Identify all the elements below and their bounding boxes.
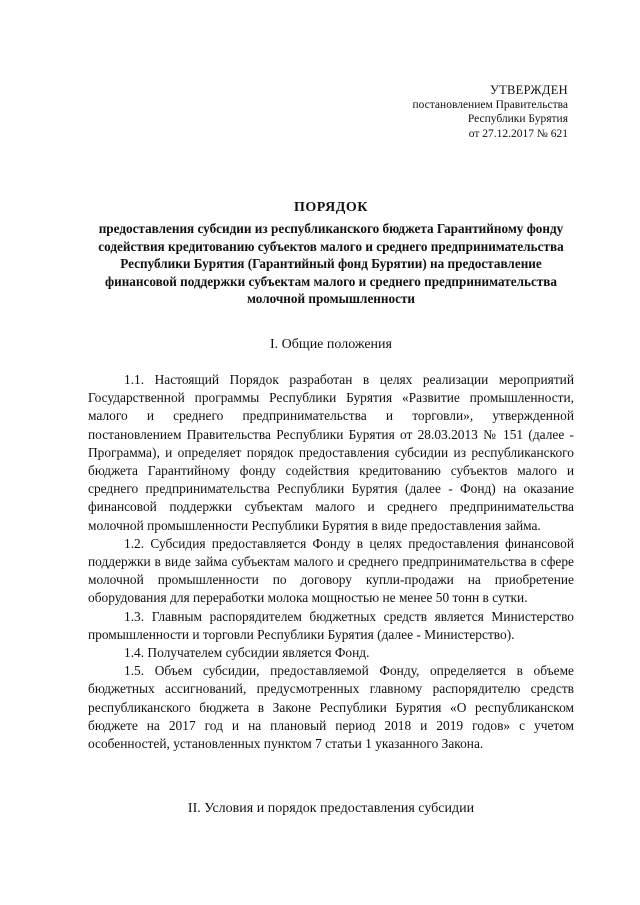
paragraph-1-4: 1.4. Получателем субсидии является Фонд.	[124, 645, 370, 661]
approval-title: УТВЕРЖДЕН	[489, 83, 568, 97]
approval-resolution: постановлением Правительства	[412, 98, 568, 111]
paragraph-1-2: 1.2. Субсидия предоставляется Фонду в целях предоставления финансовой поддержки в виде займа субъектам малого и среднего предпринимательства в сфере молочной промышленности по договору купли-продажи на приобретение оборудования для переработки молока мощностью не менее 50 тонн в сутки.	[88, 535, 574, 606]
paragraph-1-5: 1.5. Объем субсидии, предоставляемой Фонду, определяется в объеме бюджетных ассигнований, предусмотренных главному распорядителю средств республиканского бюджета в Законе Республики Бурятия «О республиканском бюджете на 2017 год и на плановый период 2018 и 2019 годов» с учетом особенностей, установленных пунктом 7 статьи 1 указанного Закона.	[88, 663, 574, 752]
section-2-heading: II. Условия и порядок предоставления субсидии	[187, 801, 475, 816]
approval-block	[412, 83, 568, 141]
section-1-body	[88, 371, 574, 753]
document-title-subtitle: предоставления субсидии из республиканского бюджета Гарантийному фонду содействия кредитованию субъектов малого и среднего предпринимательства Республики Бурятия (Гарантийный фонд Бурятии) на предоставление финансовой поддержки субъектам малого и среднего предпринимательства молочной промышленности	[98, 221, 564, 307]
approval-republic: Республики Бурятия	[467, 113, 568, 125]
document-title-main: ПОРЯДОК	[294, 200, 368, 215]
paragraph-1-3: 1.3. Главным распорядителем бюджетных средств является Министерство промышленности и торговли Республики Бурятия (далее - Министерство).	[88, 608, 574, 642]
approval-date-number: от 27.12.2017 № 621	[468, 127, 568, 140]
section-1-heading: I. Общие положения	[270, 337, 392, 352]
document-title	[88, 200, 574, 308]
paragraph-1-1: 1.1. Настоящий Порядок разработан в целях реализации мероприятий Государственной программы Республики Бурятия «Развитие промышленности, малого и среднего предпринимательства и торговли», утвержденной постановлением Правительства Республики Бурятия от 28.03.2013 № 151 (далее - Программа), и определяет порядок предоставления субсидии из республиканского бюджета Гарантийному фонду содействия кредитованию субъектов малого и среднего предпринимательства Республики Бурятия (далее - Фонд) на оказание финансовой поддержки субъектам малого и среднего предпринимательства молочной промышленности Республики Бурятия в виде предоставления займа.	[88, 372, 574, 533]
